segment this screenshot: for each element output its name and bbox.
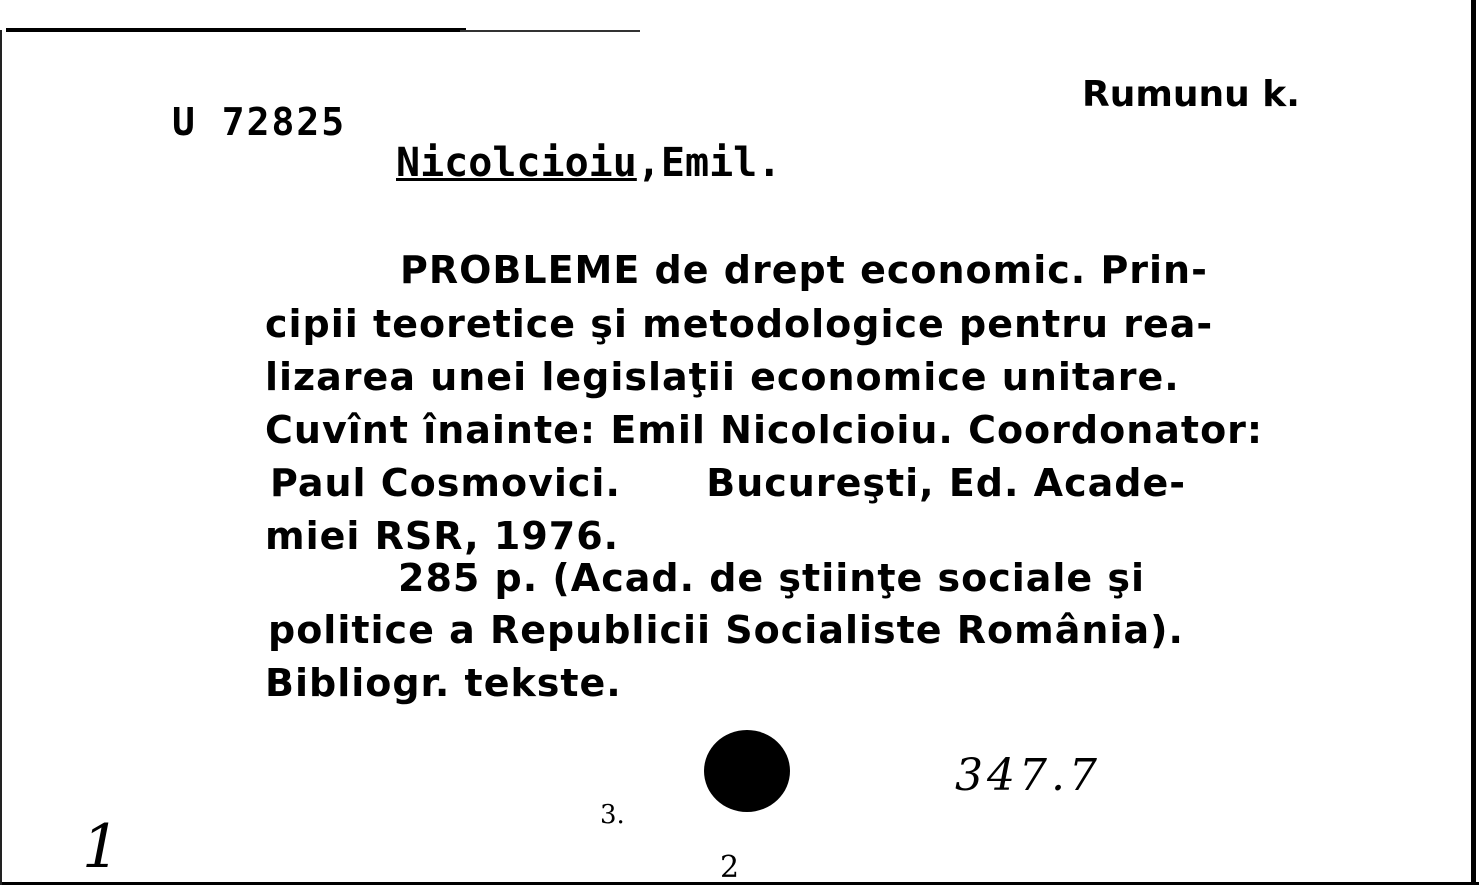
- top-border-line-faint: [460, 30, 640, 32]
- description-line: Paul Cosmovici. Bucureşti, Ed. Acade-: [270, 461, 1186, 505]
- description-line: lizarea unei legislaţii economice unitare.: [265, 355, 1180, 399]
- notes-line: Bibliogr. tekste.: [265, 661, 622, 705]
- description-line: PROBLEME de drept economic. Prin-: [400, 248, 1208, 292]
- small-mark: 2: [720, 850, 740, 885]
- left-border: [0, 30, 2, 885]
- handwritten-number: 1: [82, 812, 121, 882]
- punch-hole: [704, 730, 790, 812]
- description-line: cipii teoretice şi metodologice pentru rea-: [265, 302, 1214, 346]
- collation-line: 285 p. (Acad. de ştiinţe sociale şi: [398, 556, 1146, 600]
- description-line: Cuvînt înainte: Emil Nicolcioiu. Coordonator:: [265, 408, 1264, 452]
- classification-number: 347.7: [955, 750, 1101, 801]
- author-forename: ,Emil.: [636, 140, 782, 186]
- description-line: miei RSR, 1976.: [265, 514, 620, 558]
- language-code: Rumunu k.: [1082, 74, 1300, 115]
- author-heading: [396, 140, 781, 186]
- right-border: [1471, 0, 1476, 885]
- small-mark: 3.: [600, 800, 625, 830]
- author-surname: Nicolcioiu: [396, 140, 637, 186]
- call-number: U 72825: [172, 100, 347, 144]
- series-line: politice a Republicii Socialiste România).: [268, 608, 1184, 652]
- top-border-line: [6, 28, 466, 32]
